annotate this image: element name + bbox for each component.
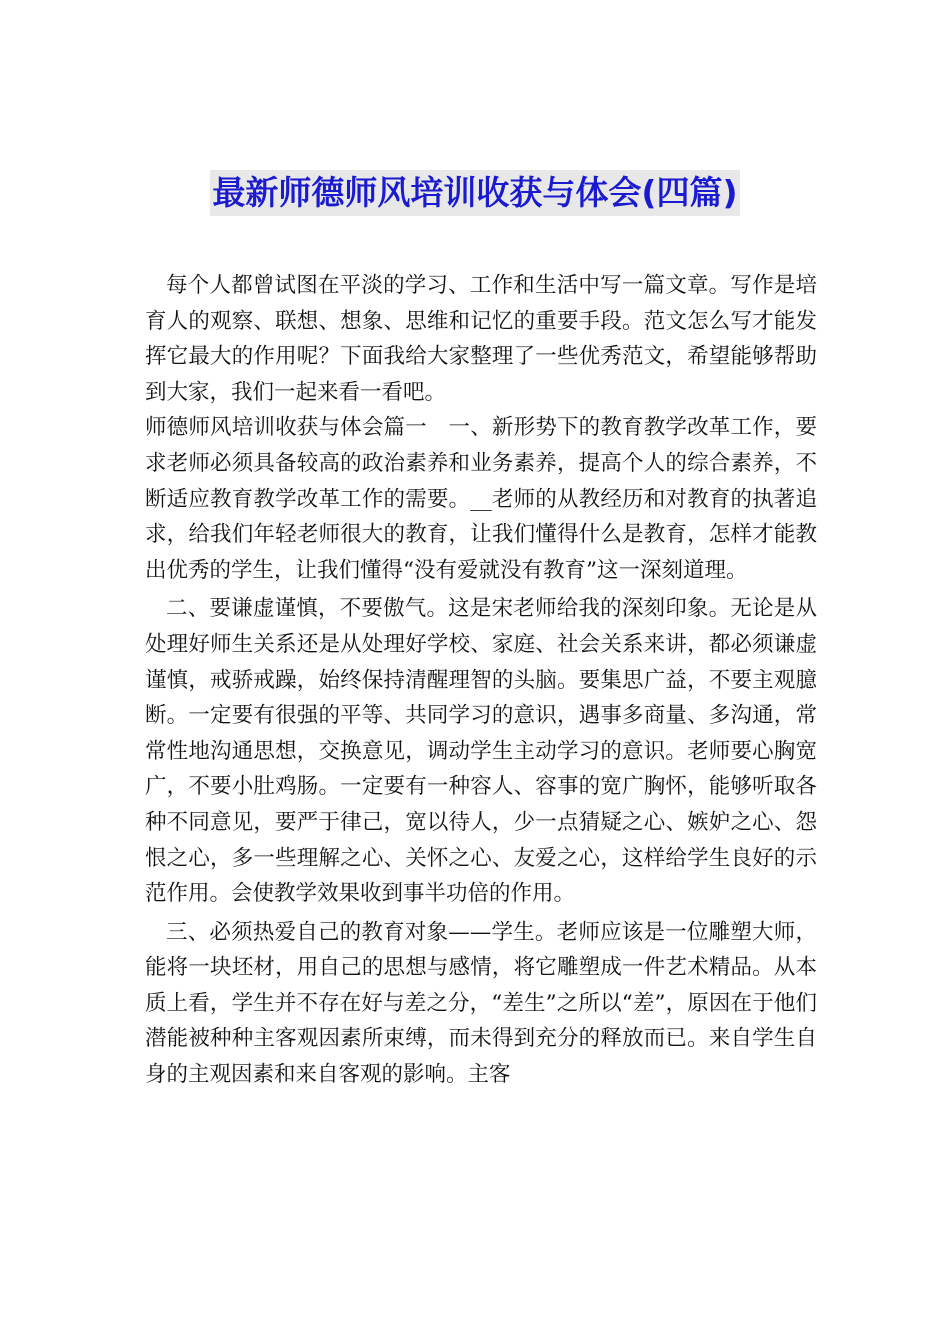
document-title: 最新师德师风培训收获与体会(四篇) bbox=[210, 170, 739, 216]
paragraph-section-one: 师德师风培训收获与体会篇一 一、新形势下的教育教学改革工作，要求老师必须具备较高的政治素养和业务素养，提高个人的综合素养，不断适应教育教学改革工作的需要。__老师的从教经历和对教育的执著追求，给我们年轻老师很大的教育，让我们懂得什么是教育，怎样才能教出优秀的学生，让我们懂得“没有爱就没有教育”这一深刻道理。 bbox=[145, 415, 817, 583]
paragraph-section-three: 三、必须热爱自己的教育对象——学生。老师应该是一位雕塑大师，能将一块坯材，用自己的思想与感情，将它雕塑成一件艺术精品。从本质上看，学生并不存在好与差之分，“差生”之所以“差”，原因在于他们潜能被种种主客观因素所束缚，而未得到充分的释放而已。来自学生自身的主观因素和来自客观的影响。主客 bbox=[145, 919, 817, 1088]
paragraph-section-two: 二、要谦虚谨慎，不要傲气。这是宋老师给我的深刻印象。无论是从处理好师生关系还是从处理好学校、家庭、社会关系来讲，都必须谦虚谨慎，戒骄戒躁，始终保持清醒理智的头脑。要集思广益，不要主观臆断。一定要有很强的平等、共同学习的意识，遇事多商量、多沟通，常常性地沟通思想，交换意见，调动学生主动学习的意识。老师要心胸宽广，不要小肚鸡肠。一定要有一种容人、容事的宽广胸怀，能够听取各种不同意见，要严于律己，宽以待人，少一点猜疑之心、嫉妒之心、怨恨之心，多一些理解之心、关怀之心、友爱之心，这样给学生良好的示范作用。会使教学效果收到事半功倍的作用。 bbox=[145, 596, 817, 907]
paragraph-intro: 每个人都曾试图在平淡的学习、工作和生活中写一篇文章。写作是培育人的观察、联想、想象、思维和记忆的重要手段。范文怎么写才能发挥它最大的作用呢？下面我给大家整理了一些优秀范文，希望能够帮助到大家，我们一起来看一看吧。 bbox=[145, 273, 817, 405]
title-container bbox=[0, 170, 950, 216]
document-body bbox=[145, 268, 817, 1093]
